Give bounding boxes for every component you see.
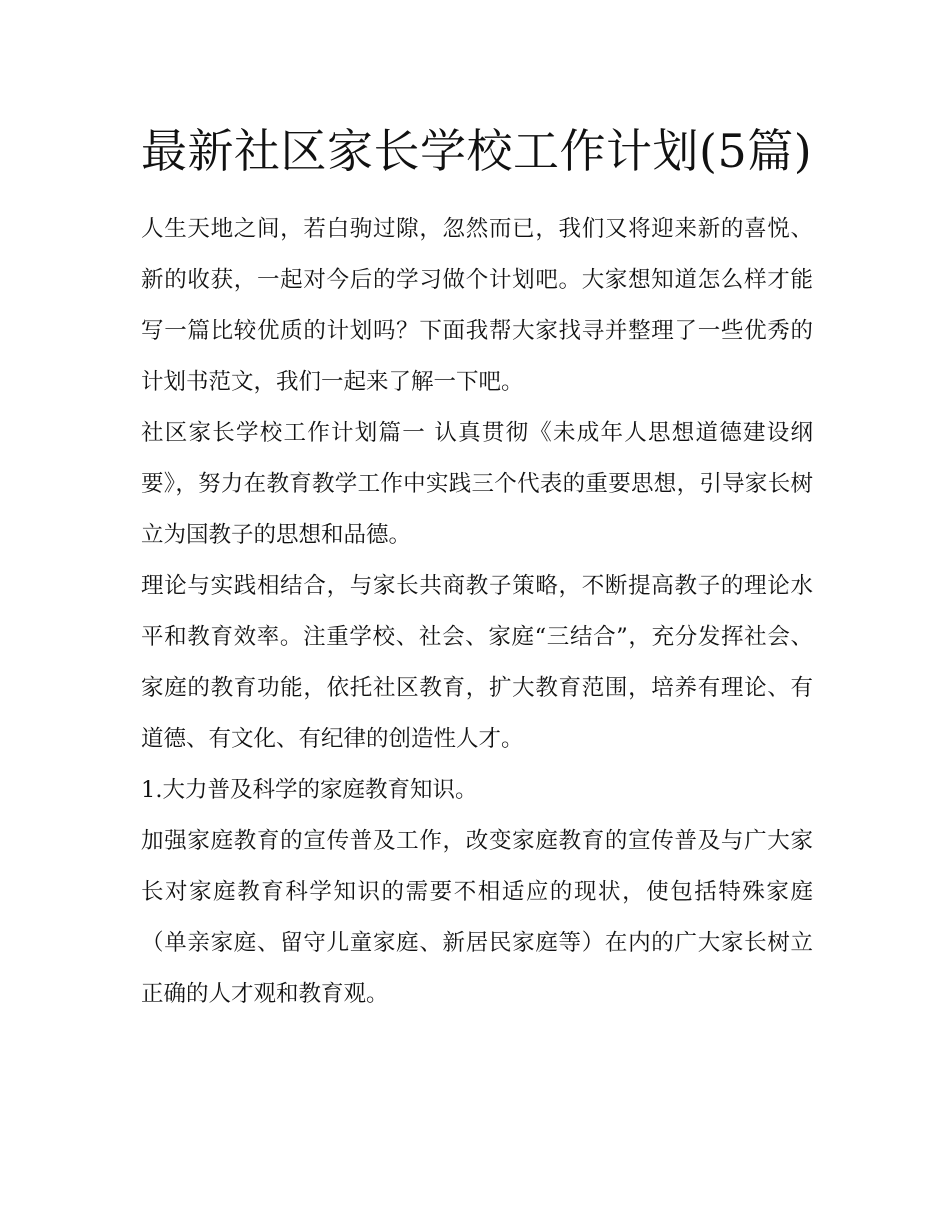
paragraph-plan-one: 社区家长学校工作计划篇一 认真贯彻《未成年人思想道德建设纲要》，努力在教育教学工作中实践三个代表的重要思想，引导家长树立为国教子的思想和品德。: [141, 420, 813, 548]
document-title: 最新社区家长学校工作计划(5篇): [141, 124, 813, 178]
paragraph-family-education: 加强家庭教育的宣传普及工作，改变家庭教育的宣传普及与广大家长对家庭教育科学知识的需要不相适应的现状，使包括特殊家庭（单亲家庭、留守儿童家庭、新居民家庭等）在内的广大家长树立正确的人才观和教育观。: [141, 828, 813, 1007]
document-body: [141, 118, 813, 1020]
paragraph-theory-practice: 理论与实践相结合，与家长共商教子策略，不断提高教子的理论水平和教育效率。注重学校、社会、家庭“三结合”，充分发挥社会、家庭的教育功能，依托社区教育，扩大教育范围，培养有理论、有道德、有文化、有纪律的创造性人才。: [141, 573, 813, 752]
paragraph-item-1-heading: 1.大力普及科学的家庭教育知识。: [141, 777, 478, 803]
paragraph-intro: 人生天地之间，若白驹过隙，忽然而已，我们又将迎来新的喜悦、新的收获，一起对今后的学习做个计划吧。大家想知道怎么样才能写一篇比较优质的计划吗？下面我帮大家找寻并整理了一些优秀的计划书范文，我们一起来了解一下吧。: [141, 216, 813, 395]
